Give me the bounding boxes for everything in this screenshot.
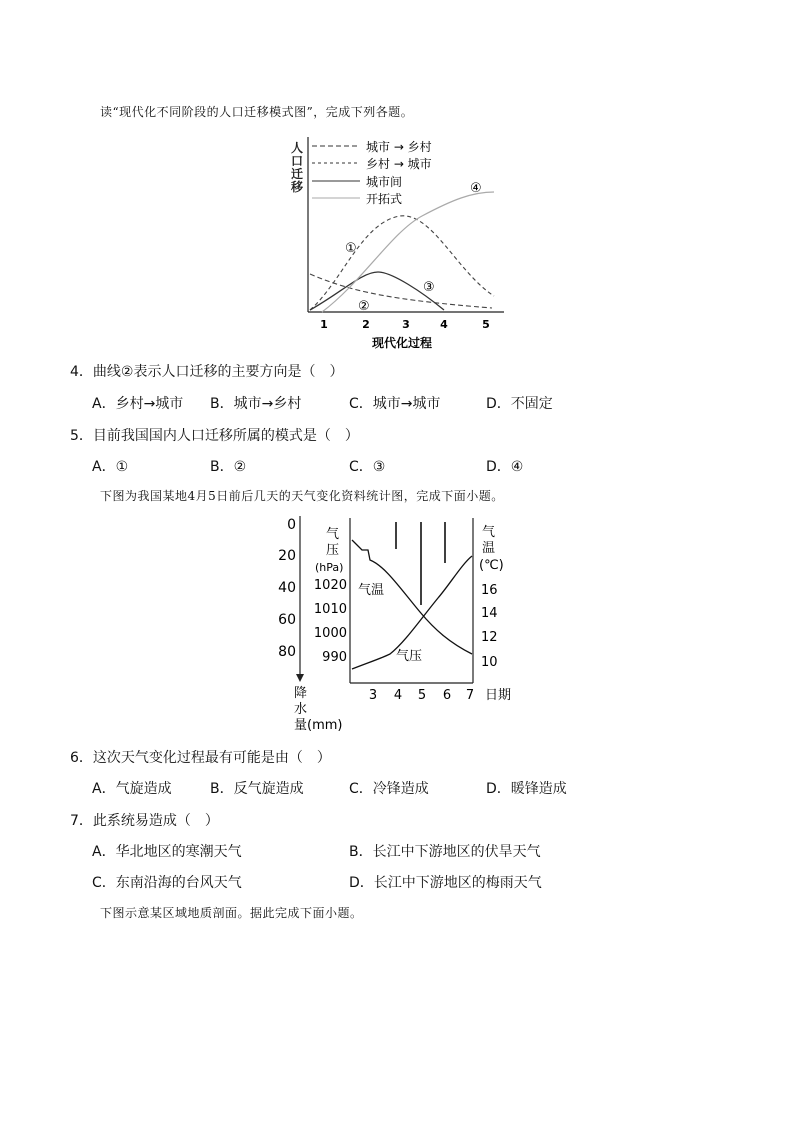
curve-rural-to-city [310, 216, 494, 310]
q7-option-d: D．长江中下游地区的梅雨天气 [349, 875, 542, 891]
pressure-tick-990: 990 [322, 650, 347, 665]
migration-model-figure [282, 132, 510, 354]
fig1-ylabel-0: 人 [291, 141, 304, 155]
legend-rural-to-city: 乡村 → 城市 [366, 157, 432, 171]
precip-tick-0: 0 [287, 517, 296, 533]
pressure-tick-1020: 1020 [313, 578, 347, 593]
fig1-xlabel: 现代化过程 [371, 336, 433, 350]
q4-option-b: B．城市→乡村 [210, 396, 302, 412]
temperature-curve-label: 气温 [358, 583, 385, 598]
fig1-xtick-5: 5 [482, 318, 490, 331]
q7-option-a: A．华北地区的寒潮天气 [92, 844, 242, 860]
q5-option-a: A．① [92, 459, 129, 475]
pressure-label-2: (hPa) [315, 561, 344, 574]
pressure-curve-label: 气压 [396, 649, 423, 664]
date-tick-5: 5 [417, 688, 427, 703]
q4-option-a: A．乡村→城市 [92, 396, 184, 412]
marker-1: ① [345, 241, 357, 256]
legend-inter-city: 城市间 [366, 175, 403, 189]
q6-option-d: D．暖锋造成 [486, 781, 567, 797]
question-6-stem: 6．这次天气变化过程最有可能是由（ ） [70, 750, 331, 766]
q5-option-b: B．② [210, 459, 247, 475]
precip-label-1: 水 [294, 702, 308, 717]
marker-3: ③ [423, 280, 435, 295]
date-tick-7: 7 [465, 688, 475, 703]
pressure-tick-1000: 1000 [313, 626, 347, 641]
temp-tick-10: 10 [481, 655, 498, 670]
intro-text-2: 下图为我国某地4月5日前后几天的天气变化资料统计图，完成下面小题。 [100, 489, 504, 503]
fig1-xtick-3: 3 [402, 318, 410, 331]
fig1-ylabel-3: 移 [291, 180, 304, 194]
legend-city-to-rural: 城市 → 乡村 [366, 140, 432, 154]
q6-option-a: A．气旋造成 [92, 781, 172, 797]
marker-2: ② [358, 299, 370, 314]
temp-tick-14: 14 [481, 606, 498, 621]
fig1-ylabel-2: 迁 [291, 167, 304, 181]
q7-option-c: C．东南沿海的台风天气 [92, 875, 242, 891]
precip-axis-arrow [296, 674, 304, 682]
pressure-label-0: 气 [326, 527, 340, 542]
precip-label-2: 量(mm) [294, 718, 343, 733]
fig1-xtick-2: 2 [362, 318, 370, 331]
date-tick-3: 3 [368, 688, 378, 703]
date-tick-6: 6 [442, 688, 452, 703]
precip-tick-20: 20 [278, 548, 296, 564]
temp-label-0: 气 [482, 525, 496, 540]
date-tick-4: 4 [393, 688, 403, 703]
q7-option-b: B．长江中下游地区的伏旱天气 [349, 844, 541, 860]
temp-label-1: 温 [482, 541, 496, 556]
question-5-stem: 5．目前我国国内人口迁移所属的模式是（ ） [70, 428, 359, 444]
intro-text-1: 读“现代化不同阶段的人口迁移模式图”，完成下列各题。 [100, 105, 414, 119]
precip-tick-80: 80 [278, 644, 296, 660]
q6-option-b: B．反气旋造成 [210, 781, 304, 797]
curve-city-to-rural [310, 274, 492, 308]
temp-label-2: (℃) [479, 558, 504, 573]
temp-tick-16: 16 [481, 583, 498, 598]
precip-tick-40: 40 [278, 580, 296, 596]
pressure-tick-1010: 1010 [313, 602, 347, 617]
intro-text-3: 下图示意某区域地质剖面。据此完成下面小题。 [100, 906, 363, 920]
fig1-ylabel-1: 口 [291, 154, 304, 168]
marker-4: ④ [470, 181, 482, 196]
date-label: 日期 [485, 688, 512, 703]
precip-tick-60: 60 [278, 612, 296, 628]
legend-pioneer: 开拓式 [366, 192, 403, 206]
question-7-stem: 7．此系统易造成（ ） [70, 813, 219, 829]
q6-option-c: C．冷锋造成 [349, 781, 429, 797]
fig1-xtick-1: 1 [320, 318, 328, 331]
question-4-stem: 4．曲线②表示人口迁移的主要方向是（ ） [70, 364, 344, 380]
q5-option-c: C．③ [349, 459, 386, 475]
temp-tick-12: 12 [481, 630, 498, 645]
precip-label-0: 降 [294, 686, 308, 701]
weather-chart-figure [270, 508, 530, 736]
q5-option-d: D．④ [486, 459, 524, 475]
q4-option-d: D．不固定 [486, 396, 553, 412]
fig1-xtick-4: 4 [440, 318, 448, 331]
q4-option-c: C．城市→城市 [349, 396, 441, 412]
pressure-label-1: 压 [326, 543, 340, 558]
